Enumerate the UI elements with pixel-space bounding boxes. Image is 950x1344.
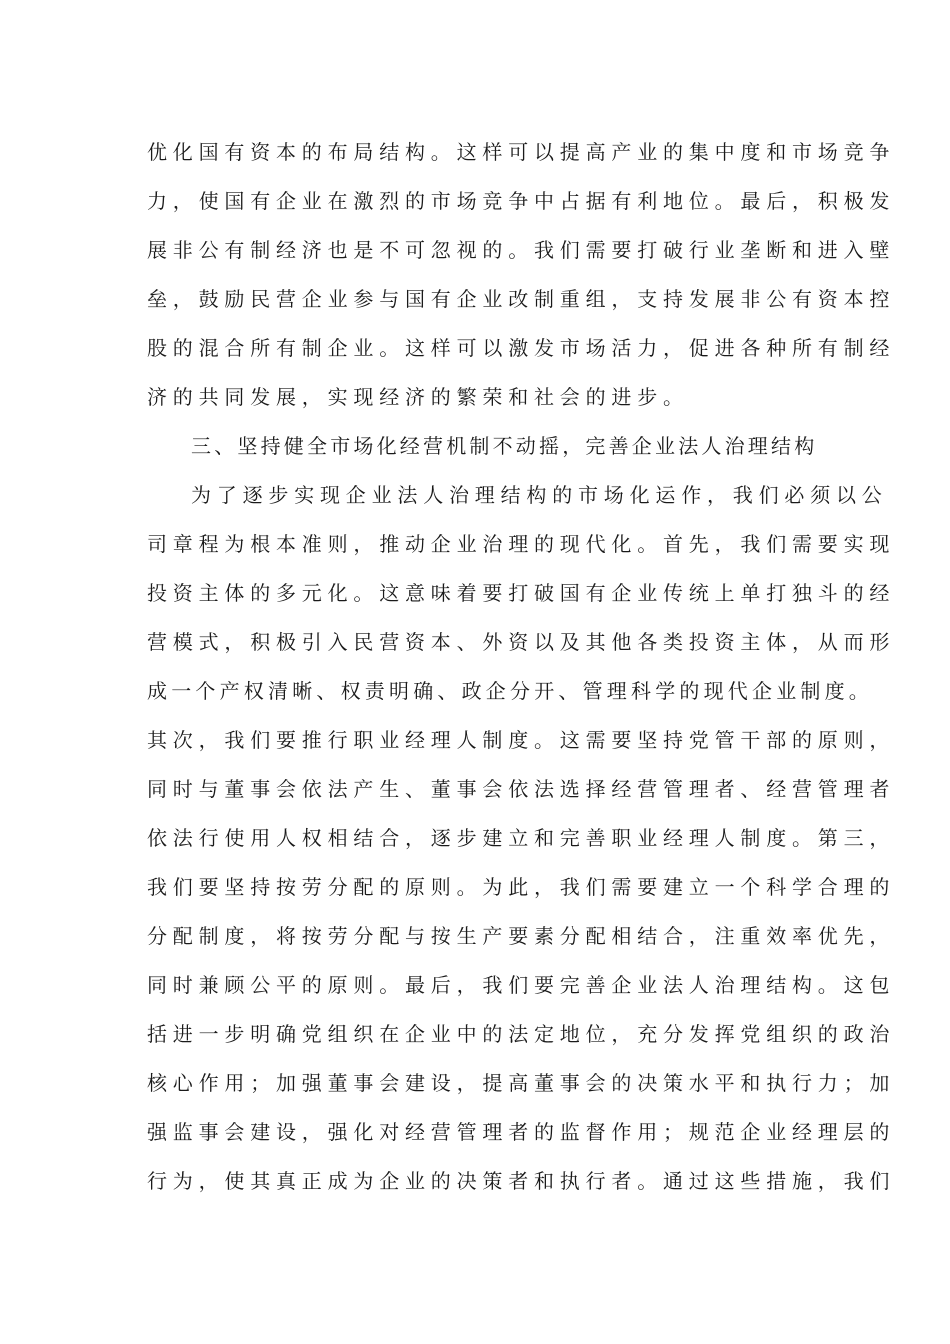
text-line: 其次，我们要推行职业经理人制度。这需要坚持党管干部的原则， [147, 728, 896, 752]
text-line: 成一个产权清晰、权责明确、政企分开、管理科学的现代企业制度。 [147, 679, 873, 703]
text-line: 括进一步明确党组织在企业中的法定地位，充分发挥党组织的政治 [147, 1022, 896, 1046]
paragraph-first-line: 为了逐步实现企业法人治理结构的市场化运作，我们必须以公 [191, 483, 888, 507]
text-line: 优化国有资本的布局结构。这样可以提高产业的集中度和市场竞争 [147, 140, 896, 164]
text-line: 营模式，积极引入民营资本、外资以及其他各类投资主体，从而形 [147, 630, 896, 654]
text-line: 强监事会建设，强化对经营管理者的监督作用；规范企业经理层的 [147, 1120, 896, 1144]
text-line: 力，使国有企业在激烈的市场竞争中占据有利地位。最后，积极发 [147, 189, 896, 213]
text-line: 核心作用；加强董事会建设，提高董事会的决策水平和执行力；加 [147, 1071, 896, 1095]
text-line: 分配制度，将按劳分配与按生产要素分配相结合，注重效率优先， [147, 924, 896, 948]
text-line: 司章程为根本准则，推动企业治理的现代化。首先，我们需要实现 [147, 532, 896, 556]
text-line: 依法行使用人权相结合，逐步建立和完善职业经理人制度。第三， [147, 826, 896, 850]
text-line: 垒，鼓励民营企业参与国有企业改制重组，支持发展非公有资本控 [147, 287, 896, 311]
text-line: 行为，使其真正成为企业的决策者和执行者。通过这些措施，我们 [147, 1169, 896, 1193]
text-line: 同时与董事会依法产生、董事会依法选择经营管理者、经营管理者 [147, 777, 896, 801]
text-line: 同时兼顾公平的原则。最后，我们要完善企业法人治理结构。这包 [147, 973, 896, 997]
text-line: 展非公有制经济也是不可忽视的。我们需要打破行业垄断和进入壁 [147, 238, 896, 262]
text-line: 投资主体的多元化。这意味着要打破国有企业传统上单打独斗的经 [147, 581, 896, 605]
text-line: 济的共同发展，实现经济的繁荣和社会的进步。 [147, 385, 689, 409]
text-line: 股的混合所有制企业。这样可以激发市场活力，促进各种所有制经 [147, 336, 896, 360]
section-heading: 三、坚持健全市场化经营机制不动摇，完善企业法人治理结构 [191, 434, 818, 458]
text-line: 我们要坚持按劳分配的原则。为此，我们需要建立一个科学合理的 [147, 875, 896, 899]
